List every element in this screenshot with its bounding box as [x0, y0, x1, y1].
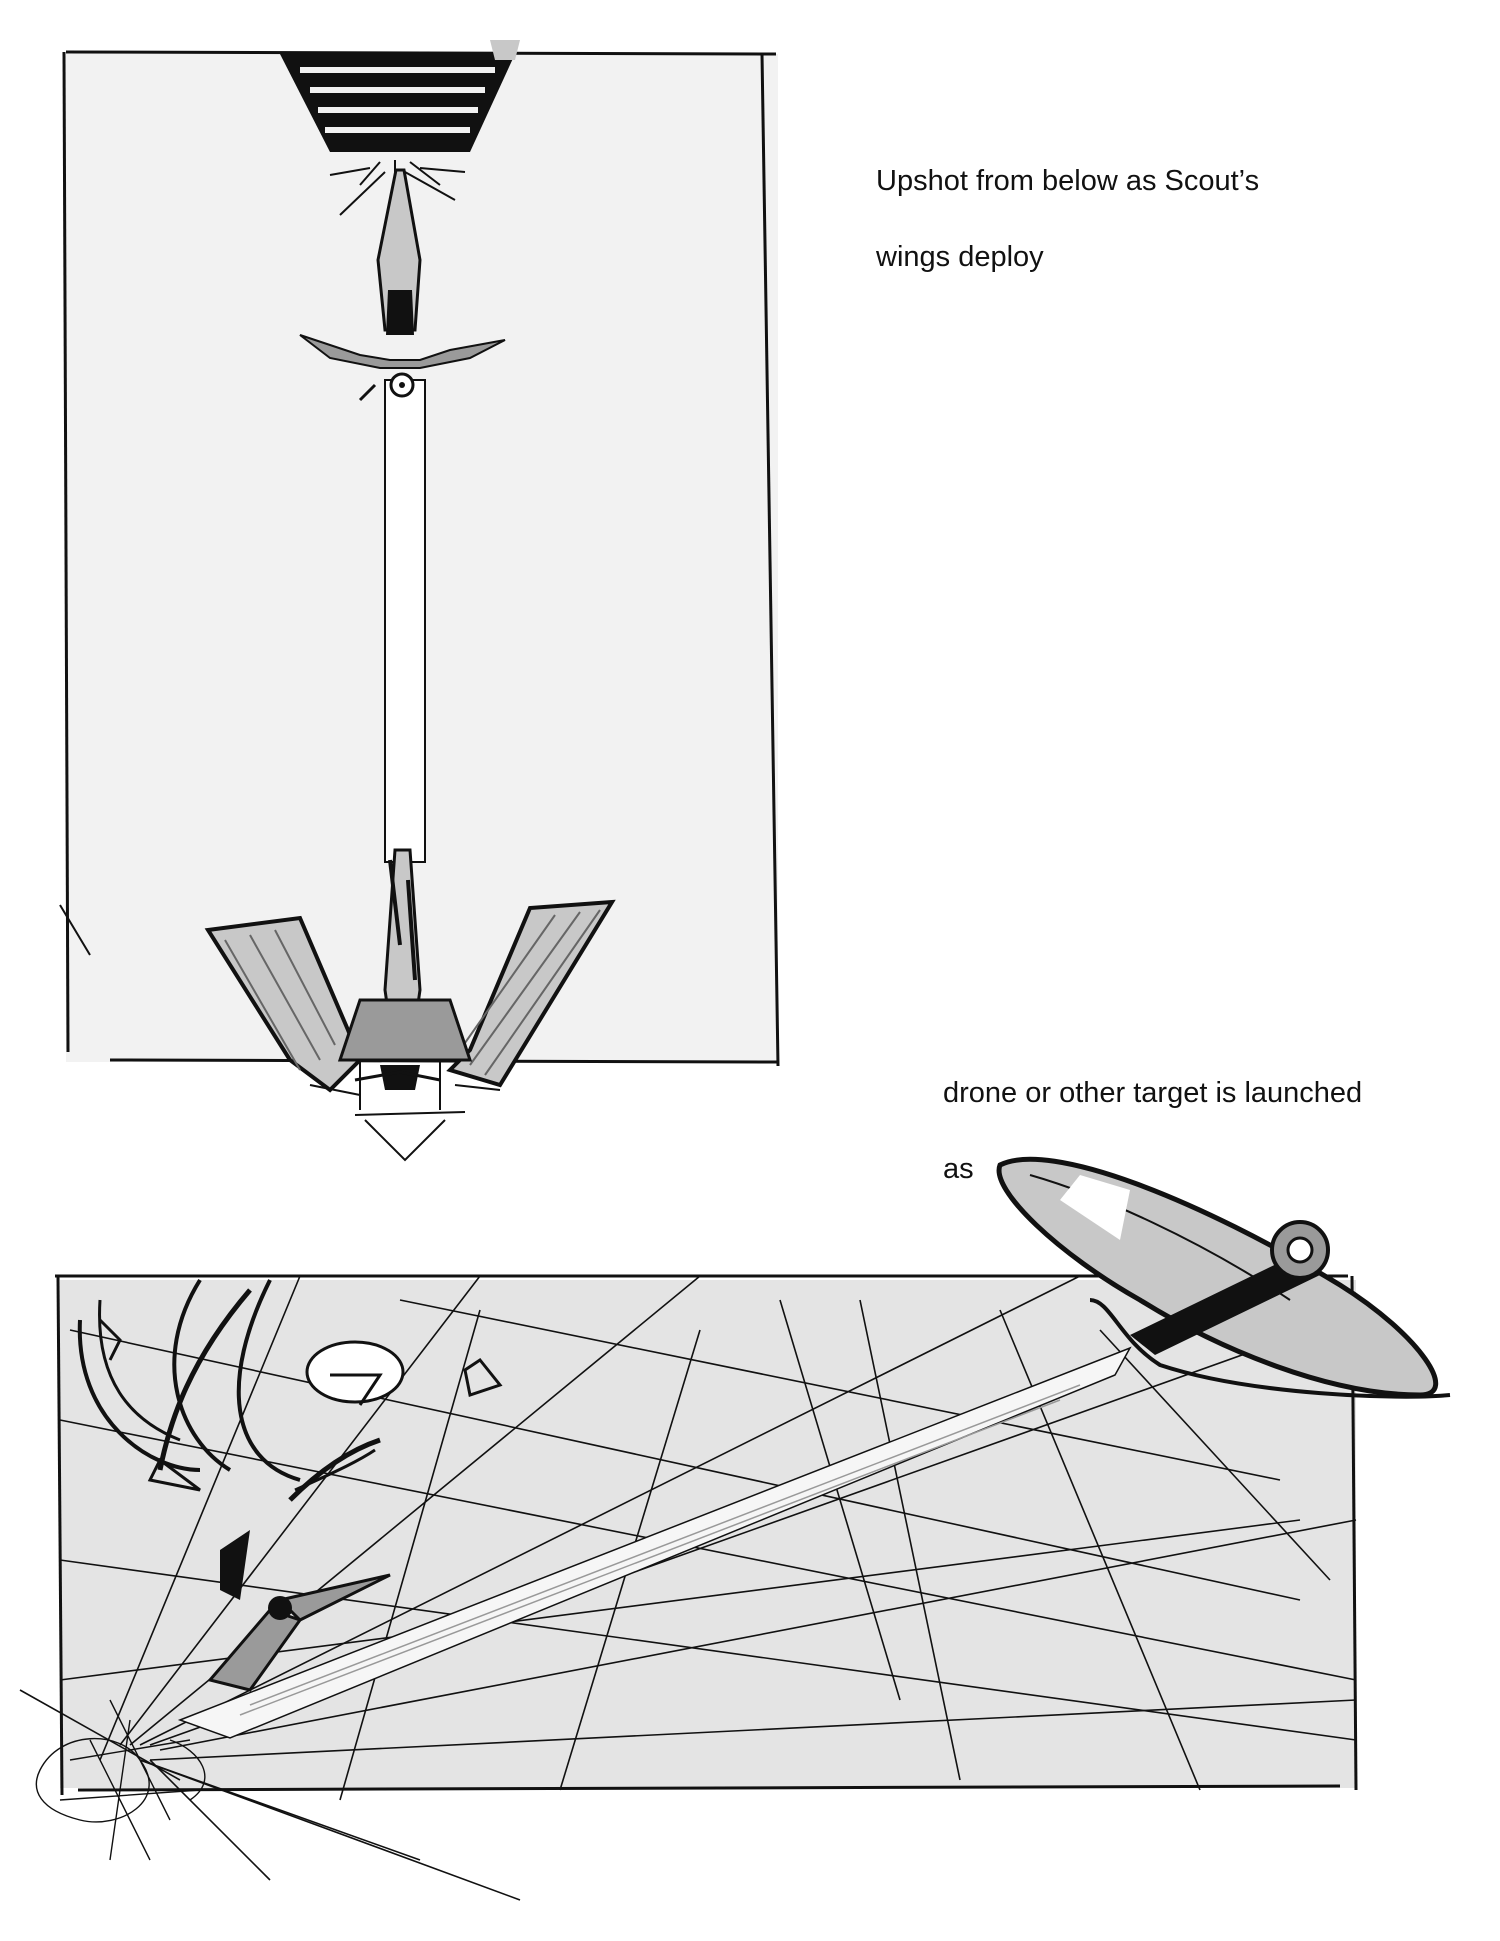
panel-2-caption	[943, 1036, 1413, 1185]
panel-1-caption	[876, 124, 1346, 276]
panel-1-caption-line-1: Upshot from below as Scout’s	[876, 165, 1260, 197]
panel-2-caption-line-2: as	[943, 1153, 974, 1185]
light-beam	[385, 380, 425, 862]
panel-2-caption-line-1: drone or other target is launched	[943, 1077, 1363, 1109]
panel-1-caption-line-2: wings deploy	[876, 241, 1044, 273]
